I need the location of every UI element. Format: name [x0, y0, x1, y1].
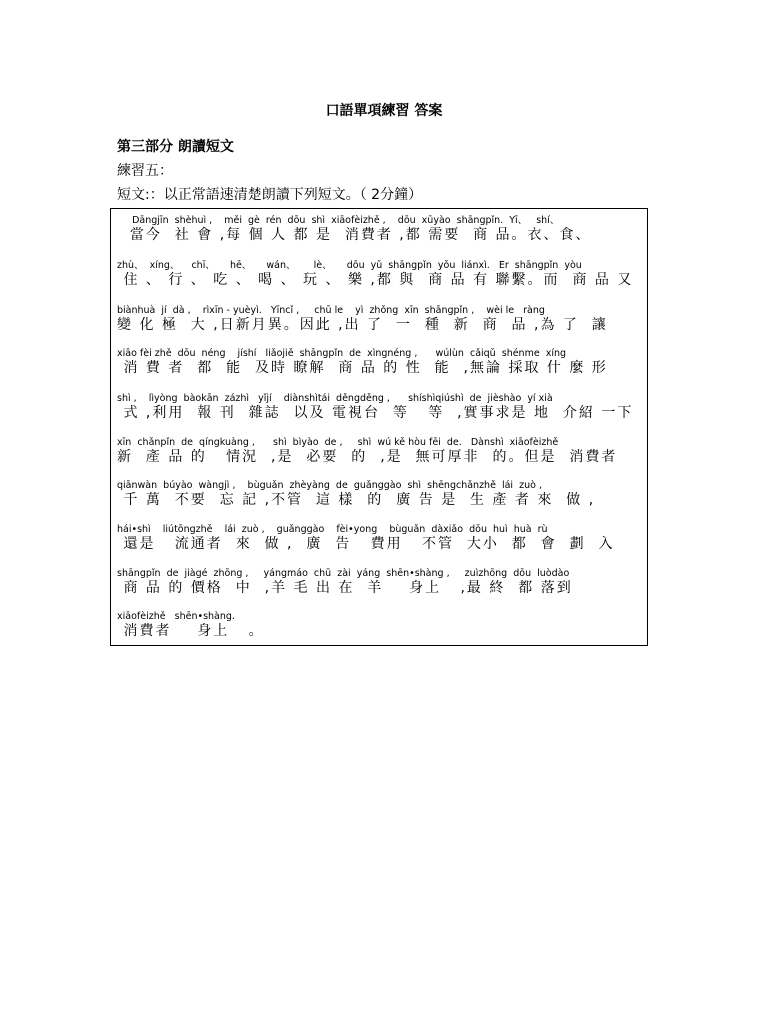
- pinyin-line: qiānwàn búyào wàngjì , bùguǎn zhèyàng de guǎnggào shì shēngchǎnzhě lái zuò ,: [117, 480, 542, 491]
- hanzi-line: 消費者 身上 。: [117, 623, 265, 639]
- pinyin-line: shì , lìyòng bàokān zázhì yǐjí diànshìtái děngděng , shíshìqiúshì de jièshào yí xià: [117, 393, 553, 404]
- hanzi-line: 新 產 品 的 情況 ,是 必要 的 ,是 無可厚非 的。但是 消費者: [117, 449, 618, 465]
- instruction-text: 短文:：以正常語速清楚朗讀下列短文。（ 2分鐘）: [117, 187, 423, 203]
- hanzi-line: 變 化 極 大 ,日新月異。因此 ,出 了 一 種 新 商 品 ,為 了 讓: [117, 317, 608, 333]
- passage-line: [117, 393, 641, 433]
- hanzi-line: 千 萬 不要 忘 記 ,不管 這 樣 的 廣 告 是 生 產 者 來 做 ,: [117, 492, 596, 508]
- passage-line: [117, 437, 641, 477]
- passage-line: [117, 260, 641, 300]
- exercise-label: 練習五：: [117, 163, 173, 179]
- passage-line: [117, 611, 641, 651]
- passage-line: [117, 480, 641, 520]
- document-title: 口語單項練習 答案: [325, 103, 443, 119]
- passage-line: [117, 305, 641, 345]
- passage-line: [117, 215, 641, 255]
- hanzi-line: 還是 流通者 來 做 , 廣 告 費用 不管 大小 都 會 劃 入: [117, 536, 615, 552]
- section-heading: 第三部分 朗讀短文: [117, 139, 234, 155]
- passage-line: [117, 348, 641, 388]
- hanzi-line: 住 、 行 、 吃 、 喝 、 玩 、 樂 ,都 與 商 品 有 聯繫。而 商 品 又: [117, 272, 634, 288]
- pinyin-line: xīn chǎnpǐn de qíngkuàng , shì bìyào de , shì wú kě hòu fēi de. Dànshì xiāofèizhě: [117, 437, 559, 448]
- pinyin-line: xiāo fèi zhě dōu néng jíshí liǎojiě shāngpǐn de xìngnéng , wúlùn cǎiqǔ shénme xíng: [117, 348, 567, 359]
- pinyin-line: hái•shì liútōngzhě lái zuò , guǎnggào fèi•yong bùguǎn dàxiǎo dōu huì huà rù: [117, 524, 548, 535]
- passage-line: [117, 568, 641, 608]
- pinyin-line: biànhuà jí dà , rìxīn - yuèyì. Yīncǐ , chū le yì zhǒng xīn shāngpǐn , wèi le ràng: [117, 305, 545, 316]
- passage-box: [110, 208, 648, 646]
- hanzi-line: 消 費 者 都 能 及時 瞭解 商 品 的 性 能 ,無論 採取 什 麼 形: [117, 360, 608, 376]
- pinyin-line: zhù、 xíng、 chī、 hē、 wán、 lè、 dōu yǔ shāngpǐn yǒu liánxì. Ér shāngpǐn yòu: [117, 260, 582, 271]
- hanzi-line: 當今 社 會 ,每 個 人 都 是 消費者 ,都 需要 商 品。衣、食、: [117, 227, 592, 243]
- hanzi-line: 式 ,利用 報 刊 雜誌 以及 電視台 等 等 ,實事求是 地 介紹 一下: [117, 405, 634, 421]
- pinyin-line: Dāngjīn shèhuì , měi gè rén dōu shì xiāofèizhě , dōu xūyào shāngpǐn. Yī、 shí、: [117, 215, 560, 226]
- pinyin-line: shāngpǐn de jiàgé zhōng , yángmáo chū zài yáng shēn•shàng , zuìzhōng dōu luòdào: [117, 568, 570, 579]
- pinyin-line: xiāofèizhě shēn•shàng.: [117, 611, 235, 622]
- hanzi-line: 商 品 的 價格 中 ,羊 毛 出 在 羊 身上 ,最 終 都 落到: [117, 580, 573, 596]
- passage-line: [117, 524, 641, 564]
